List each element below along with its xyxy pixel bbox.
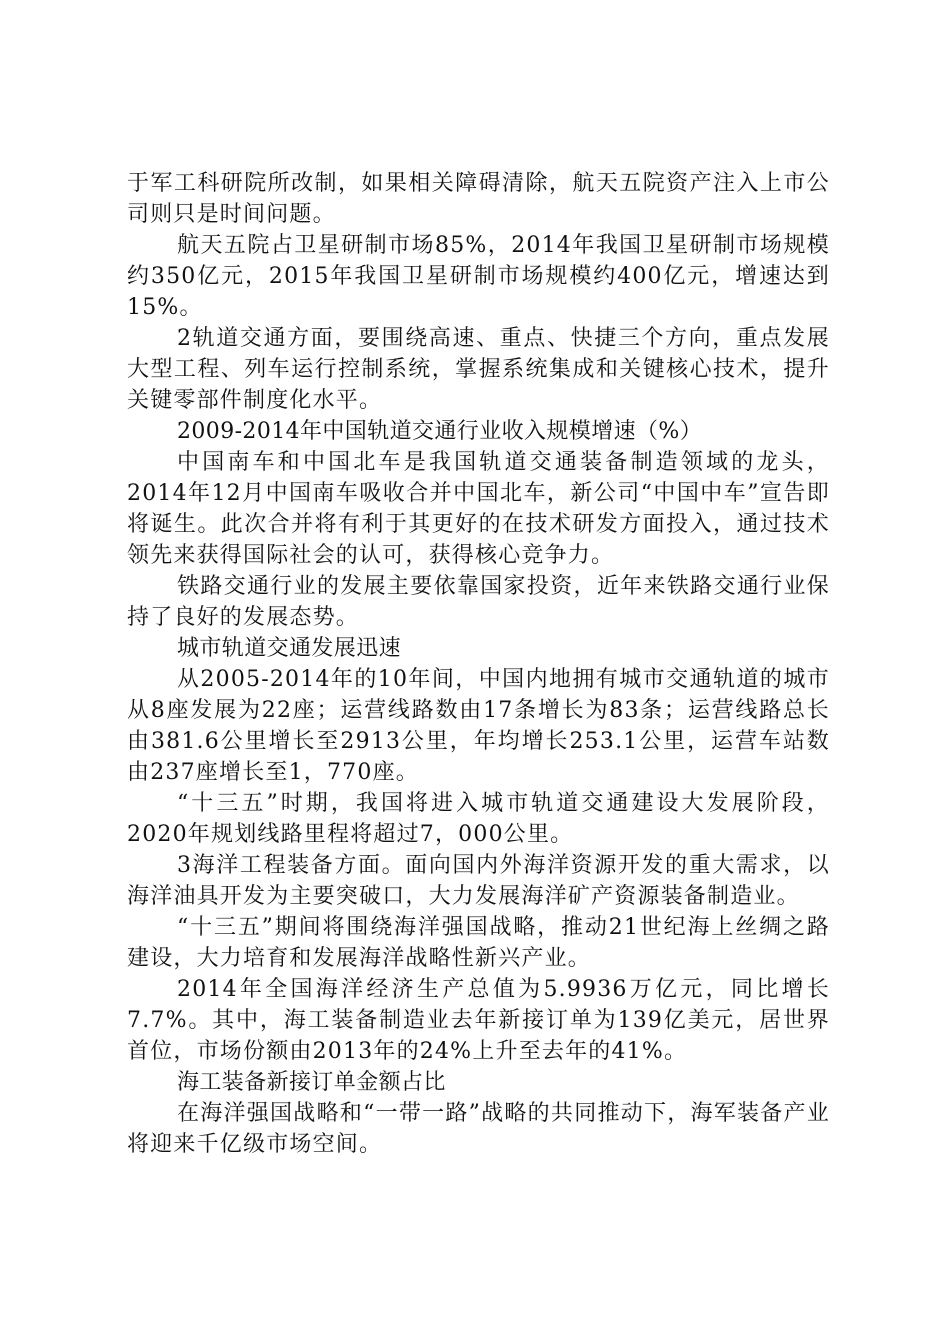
caption-urban-rail: 城市轨道交通发展迅速 xyxy=(177,636,402,661)
paragraph-aerospace-restructuring: 于军工科研院所改制，如果相关障碍清除，航天五院资产注入上市公司则只是时间问题。 xyxy=(127,171,830,227)
paragraph-naval-equipment: 在海洋强国战略和“一带一路”战略的共同推动下，海军装备产业将迎来千亿级市场空间。 xyxy=(127,1101,830,1157)
paragraph-marine-engineering: 3海洋工程装备方面。面向国内外海洋资源开发的重大需求，以海洋油具开发为主要突破口，大力发展海洋矿产资源装备制造业。 xyxy=(127,853,830,909)
paragraph-crrc-merger: 中国南车和中国北车是我国轨道交通装备制造领域的龙头，2014年12月中国南车吸收合并中国北车，新公司“中国中车”宣告即将诞生。此次合并将有利于其更好的在技术研发方面投入，通过技术领先来获得国际社会的认可，获得核心竞争力。 xyxy=(127,450,830,568)
paragraph-maritime-strategy: “十三五”期间将围绕海洋强国战略，推动21世纪海上丝绸之路建设，大力培育和发展海洋战略性新兴产业。 xyxy=(127,915,830,971)
paragraph-urban-rail-stats: 从2005-2014年的10年间，中国内地拥有城市交通轨道的城市从8座发展为22座；运营线路数由17条增长为83条；运营线路总长由381.6公里增长至2913公里，年均增长253.1公里，运营车站数由237座增长至1，770座。 xyxy=(127,667,830,785)
paragraph-thirteenth-plan-rail: “十三五”时期，我国将进入城市轨道交通建设大发展阶段，2020年规划线路里程将超过7，000公里。 xyxy=(127,791,830,847)
paragraph-satellite-market: 航天五院占卫星研制市场85%，2014年我国卫星研制市场规模约350亿元，2015年我国卫星研制市场规模约400亿元，增速达到15%。 xyxy=(127,233,830,320)
caption-offshore-orders: 海工装备新接订单金额占比 xyxy=(177,1070,446,1095)
paragraph-rail-transit: 2轨道交通方面，要围绕高速、重点、快捷三个方向，重点发展大型工程、列车运行控制系统，掌握系统集成和关键核心技术，提升关键零部件制度化水平。 xyxy=(127,326,830,413)
caption-rail-revenue-growth: 2009-2014年中国轨道交通行业收入规模增速（%） xyxy=(177,419,703,444)
document-body xyxy=(127,168,830,1160)
paragraph-railway-investment: 铁路交通行业的发展主要依靠国家投资，近年来铁路交通行业保持了良好的发展态势。 xyxy=(127,574,830,630)
paragraph-marine-economy: 2014年全国海洋经济生产总值为5.9936万亿元，同比增长7.7%。其中，海工装备制造业去年新接订单为139亿美元，居世界首位，市场份额由2013年的24%上升至去年的41%。 xyxy=(127,977,830,1064)
